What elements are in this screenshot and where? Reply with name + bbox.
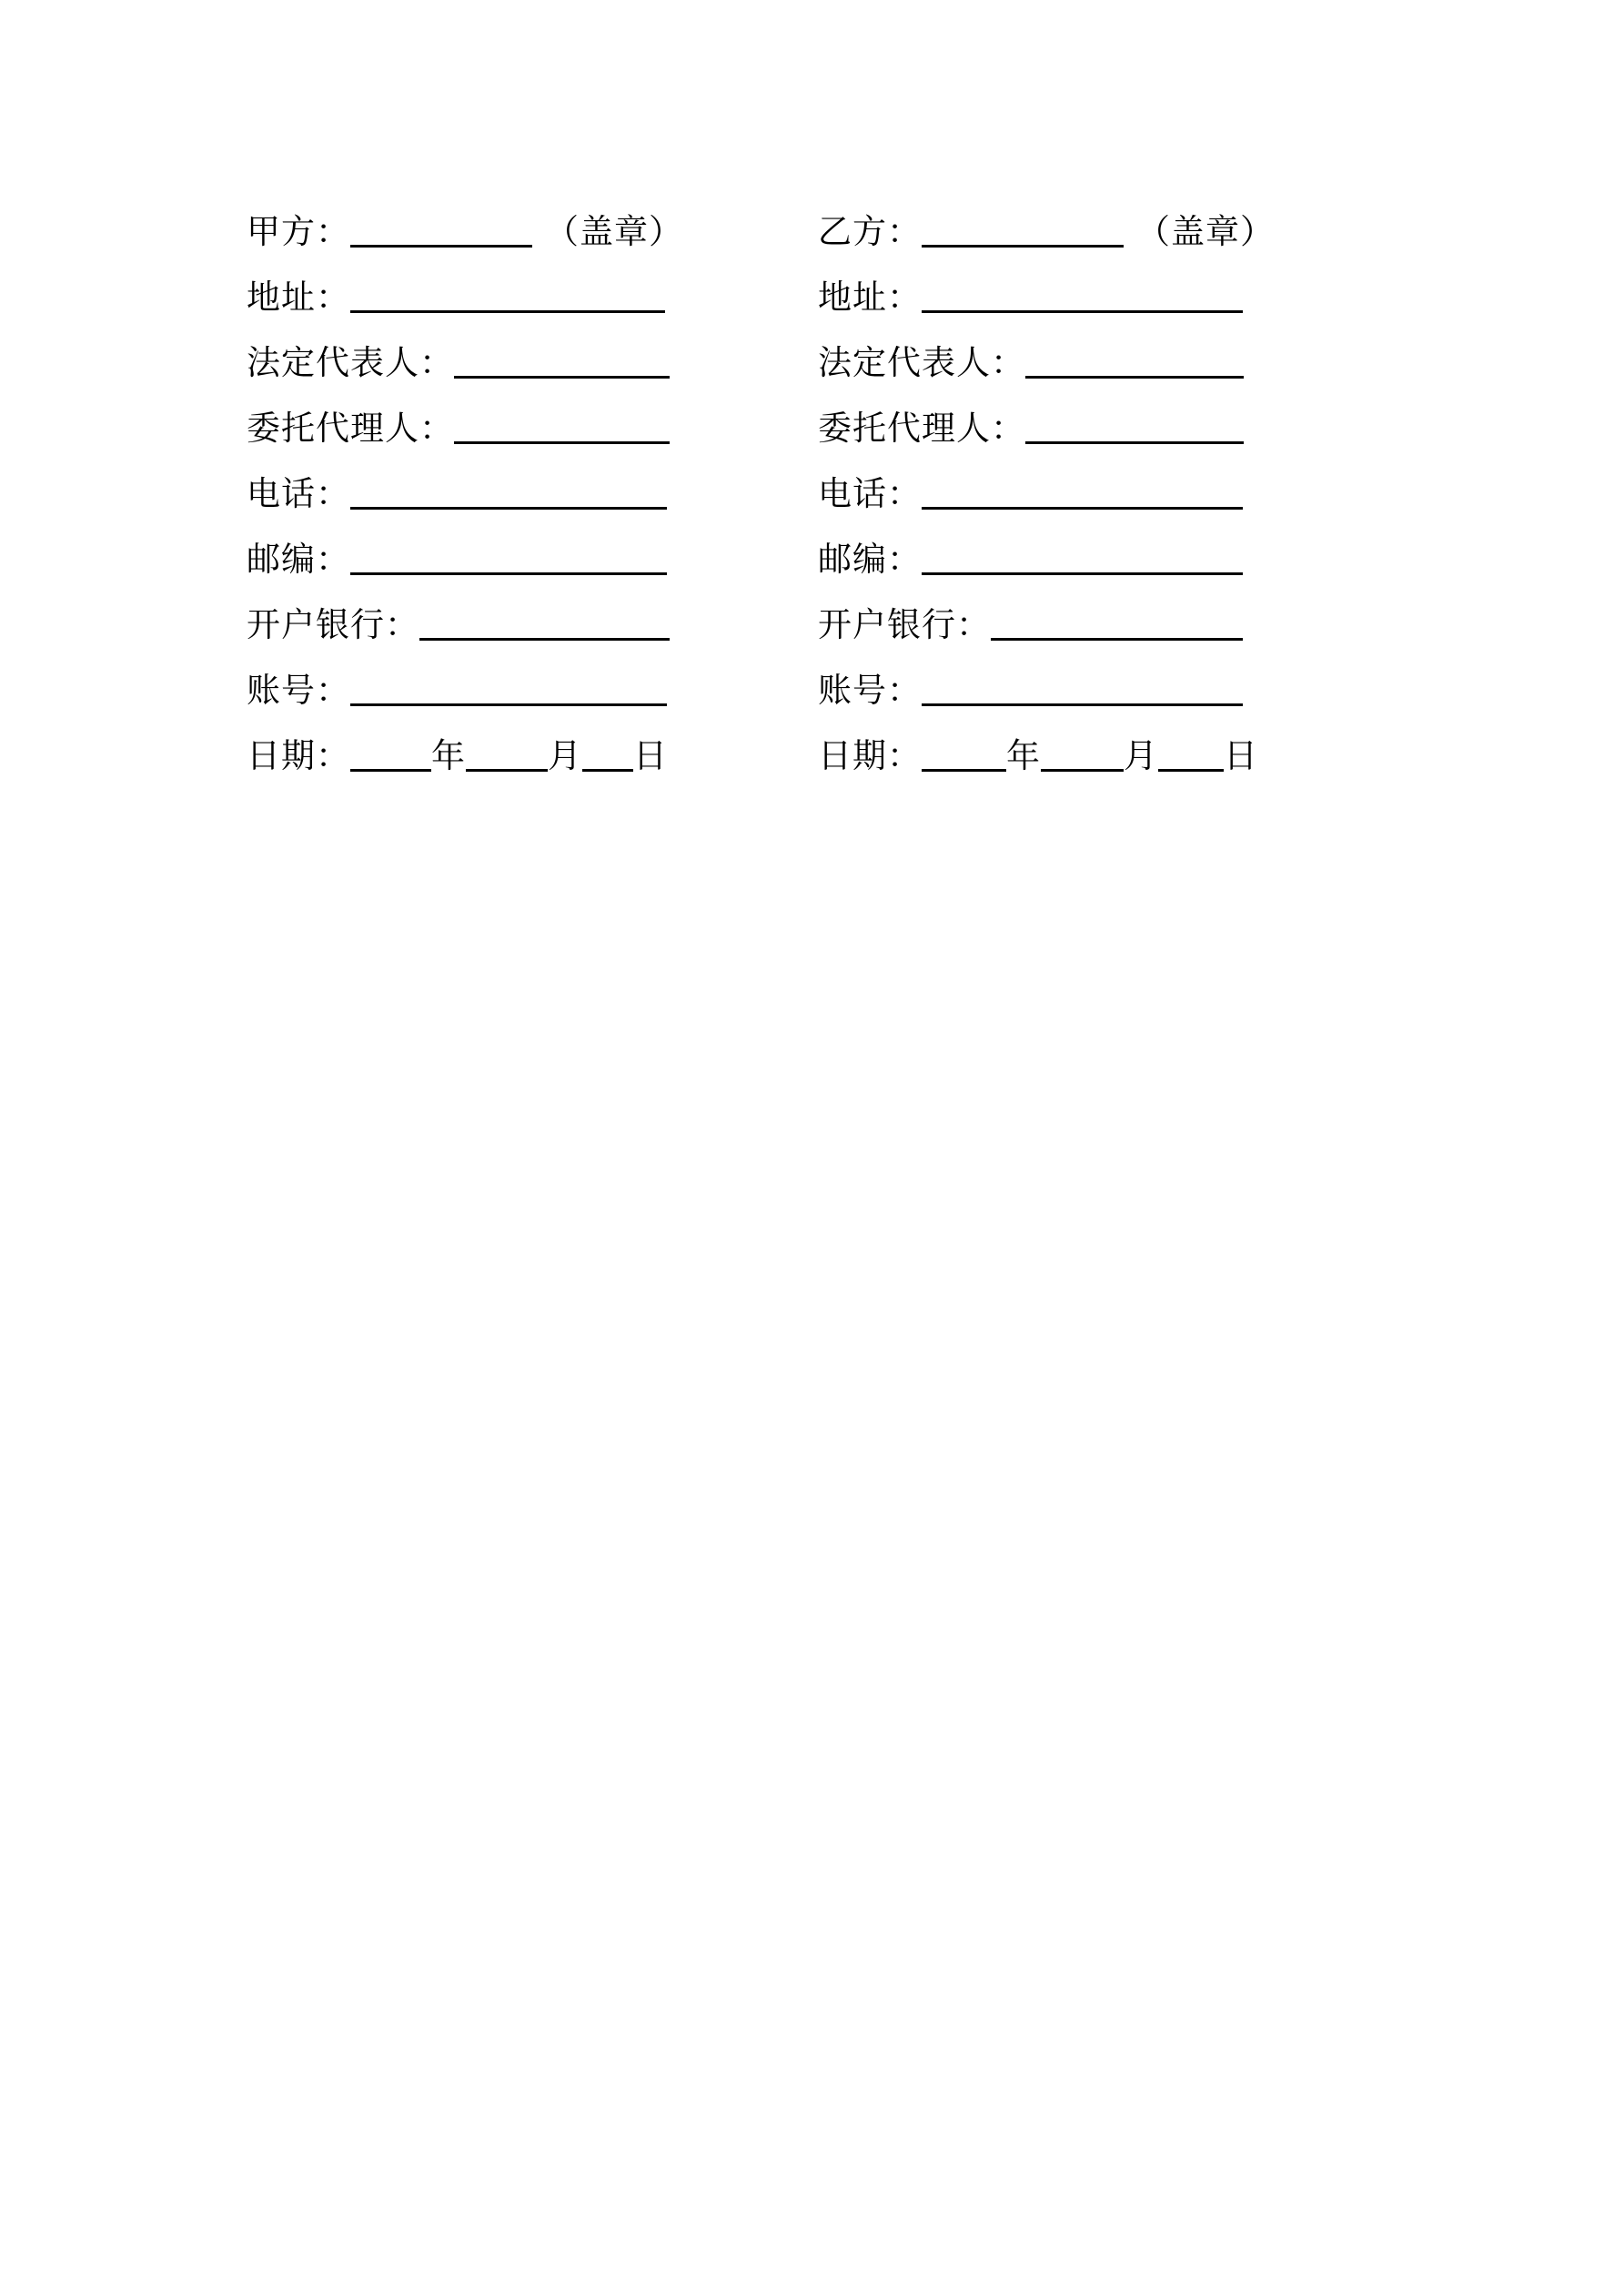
bank-label: 开户银行： — [818, 607, 991, 644]
date-label: 日期： — [818, 738, 922, 775]
party-a-postal-row — [247, 528, 683, 593]
party-b-name-blank — [922, 245, 1124, 248]
address-label: 地址： — [818, 279, 922, 317]
party-b-postal-row — [818, 528, 1275, 593]
party-b-address-row — [818, 266, 1275, 331]
postal-label: 邮编： — [247, 541, 350, 579]
date-day-blank — [582, 769, 633, 772]
date-month-blank — [1041, 769, 1124, 772]
day-unit-label: 日 — [633, 738, 668, 775]
postal-blank — [922, 572, 1243, 575]
party-b-date-row — [818, 724, 1275, 790]
phone-blank — [350, 507, 667, 510]
party-a-title-row — [247, 200, 683, 266]
account-blank — [350, 703, 667, 706]
party-b-block — [818, 200, 1275, 790]
party-b-phone-row — [818, 462, 1275, 528]
party-a-legal-rep-row — [247, 331, 683, 397]
party-a-label: 甲方： — [247, 214, 350, 251]
month-unit-label: 月 — [1124, 738, 1158, 775]
bank-label: 开户银行： — [247, 607, 419, 644]
party-b-bank-row — [818, 593, 1275, 659]
party-a-phone-row — [247, 462, 683, 528]
party-a-address-row — [247, 266, 683, 331]
party-b-title-row — [818, 200, 1275, 266]
agent-label: 委托代理人： — [247, 410, 454, 448]
legal-rep-blank — [1025, 376, 1244, 379]
party-a-name-blank — [350, 245, 532, 248]
party-b-seal-label: （盖章） — [1136, 214, 1275, 251]
postal-blank — [350, 572, 667, 575]
party-b-label: 乙方： — [818, 214, 922, 251]
year-unit-label: 年 — [431, 738, 466, 775]
date-month-blank — [466, 769, 548, 772]
agent-blank — [1025, 441, 1244, 444]
bank-blank — [991, 638, 1243, 641]
legal-rep-label: 法定代表人： — [247, 345, 454, 382]
date-year-blank — [922, 769, 1006, 772]
address-blank — [922, 310, 1243, 313]
phone-blank — [922, 507, 1243, 510]
postal-label: 邮编： — [818, 541, 922, 579]
legal-rep-blank — [454, 376, 670, 379]
account-blank — [922, 703, 1243, 706]
month-unit-label: 月 — [548, 738, 582, 775]
date-year-blank — [350, 769, 431, 772]
address-blank — [350, 310, 665, 313]
phone-label: 电话： — [818, 476, 922, 513]
agent-label: 委托代理人： — [818, 410, 1025, 448]
party-a-date-row — [247, 724, 683, 790]
day-unit-label: 日 — [1224, 738, 1258, 775]
agent-blank — [454, 441, 670, 444]
party-a-account-row — [247, 659, 683, 724]
party-a-seal-label: （盖章） — [545, 214, 683, 251]
account-label: 账号： — [247, 673, 350, 710]
bank-blank — [419, 638, 670, 641]
legal-rep-label: 法定代表人： — [818, 345, 1025, 382]
year-unit-label: 年 — [1006, 738, 1041, 775]
party-a-bank-row — [247, 593, 683, 659]
party-a-agent-row — [247, 397, 683, 462]
account-label: 账号： — [818, 673, 922, 710]
phone-label: 电话： — [247, 476, 350, 513]
party-b-legal-rep-row — [818, 331, 1275, 397]
date-label: 日期： — [247, 738, 350, 775]
address-label: 地址： — [247, 279, 350, 317]
party-a-block — [247, 200, 683, 790]
party-b-account-row — [818, 659, 1275, 724]
party-b-agent-row — [818, 397, 1275, 462]
date-day-blank — [1158, 769, 1224, 772]
